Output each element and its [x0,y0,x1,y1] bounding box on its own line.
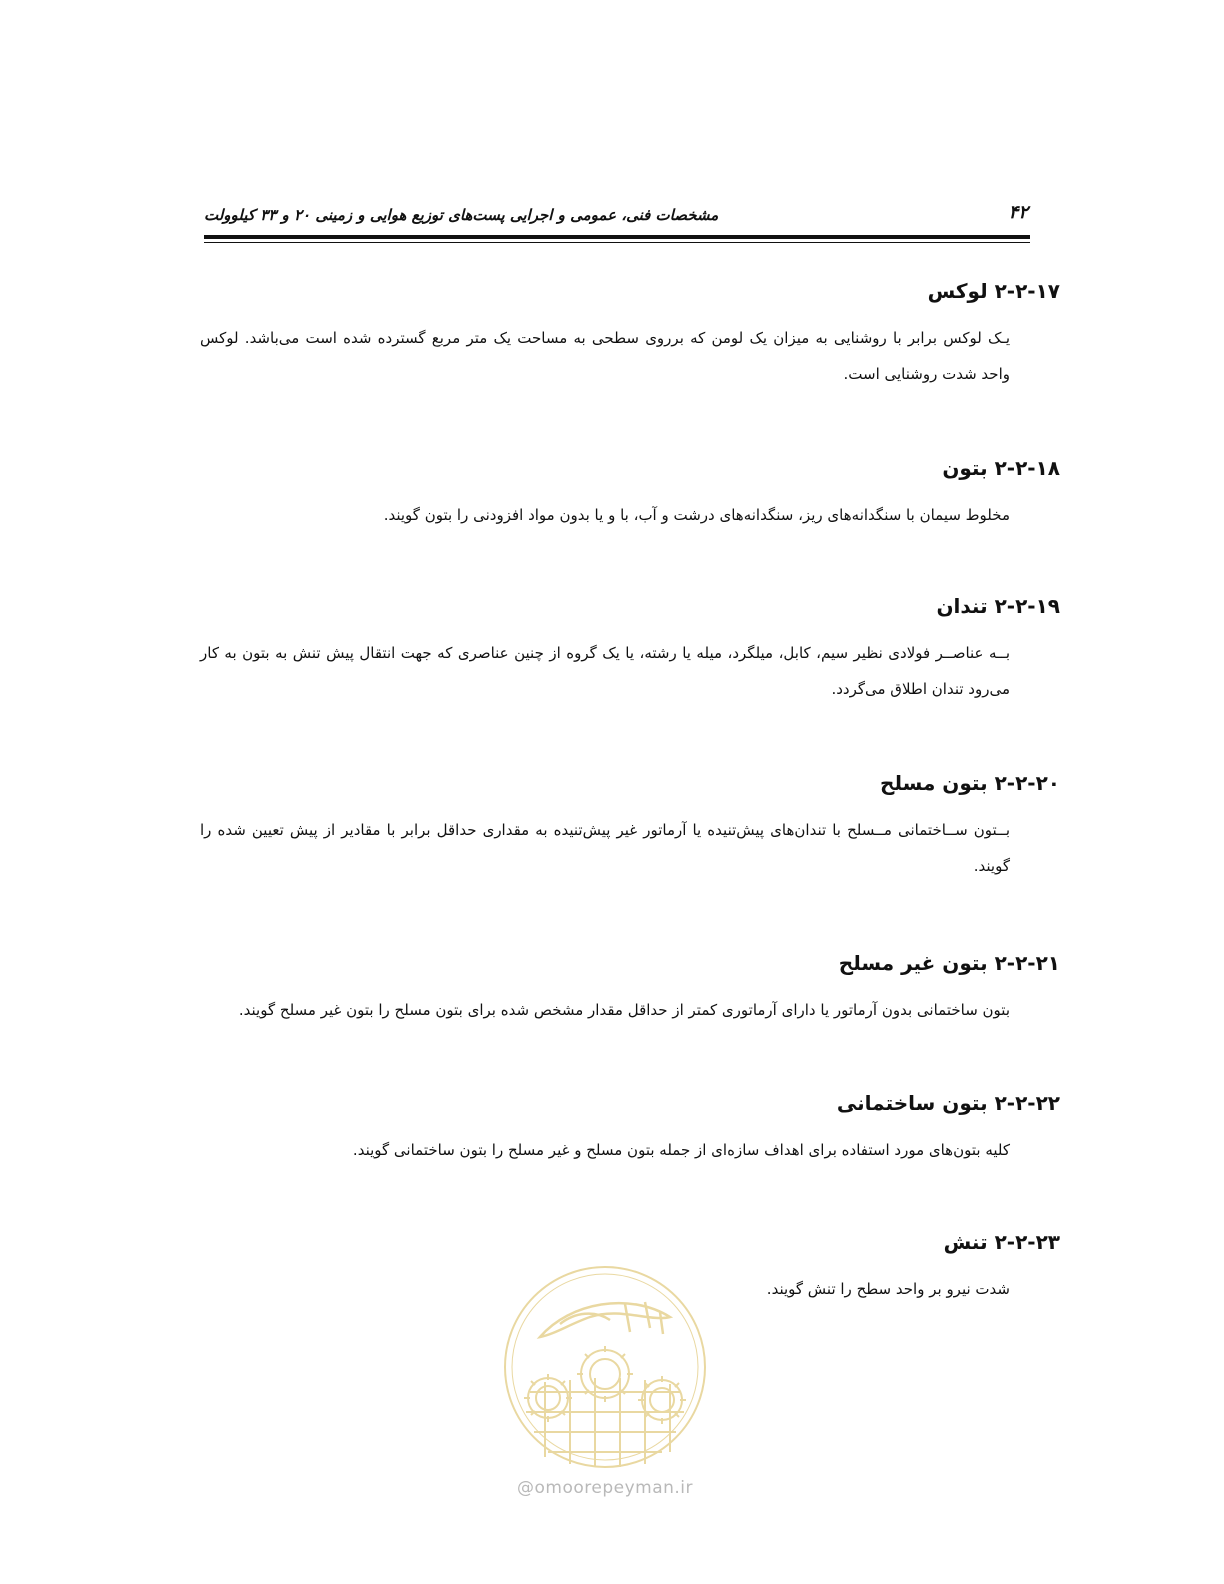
header-rule-thick [204,235,1030,239]
watermark [500,1262,710,1512]
section-structural-concrete [200,1088,1060,1168]
section-heading: ۲-۲-۱۷ لوکس [927,279,1060,303]
section-reinforced-concrete [200,768,1060,884]
section-body: بتون ساختمانی بدون آرماتور یا دارای آرماتوری کمتر از حداقل مقدار مشخص شده برای بتون مسلح را بتون غیر مسلح گویند. [238,1001,1010,1019]
header-title: مشخصات فنی، عمومی و اجرایی پست‌های توزیع هوایی و زمینی ۲۰ و ۳۳ کیلوولت [204,206,719,224]
section-heading: ۲-۲-۲۰ بتون مسلح [880,771,1060,795]
section-body: مخلوط سیمان با سنگدانه‌های ریز، سنگدانه‌های درشت و آب، با و یا بدون مواد افزودنی را بتون گویند. [383,506,1010,524]
section-body: شدت نیرو بر واحد سطح را تنش گویند. [766,1280,1010,1298]
header-rule-thin [204,242,1030,243]
section-lux [200,276,1060,392]
section-heading: ۲-۲-۱۸ بتون [942,456,1060,480]
section-heading: ۲-۲-۱۹ تندان [936,594,1060,618]
section-body: بــه عناصــر فولادی نظیر سیم، کابل، میلگرد، میله یا رشته، یا یک گروه از چنین عناصری که جهت انتقال پیش تنش به بتون به کار می‌رود تندان اطلاق می‌گردد. [200,644,1010,698]
watermark-url: @omoorepeyman.ir [516,1478,694,1498]
section-heading: ۲-۲-۲۲ بتون ساختمانی [836,1091,1060,1115]
watermark-logo-icon [500,1262,710,1477]
section-plain-concrete [200,948,1060,1028]
section-body: کلیه بتون‌های مورد استفاده برای اهداف سازه‌ای از جمله بتون مسلح و غیر مسلح را بتون ساختمانی گویند. [352,1141,1010,1159]
section-tendon [200,591,1060,707]
section-concrete [200,453,1060,533]
section-body: بــتون ســاختمانی مــسلح با تندان‌های پیش‌تنیده یا آرماتور غیر پیش‌تنیده به مقداری حداقل برابر با مقادیر از پیش تعیین شده را گویند. [200,821,1010,875]
section-heading: ۲-۲-۲۱ بتون غیر مسلح [838,951,1060,975]
section-heading: ۲-۲-۲۳ تنش [943,1230,1060,1254]
page-number: ۴۲ [1008,202,1028,223]
section-body: یـک لوکس برابر با روشنایی به میزان یک لومن که برروی سطحی به مساحت یک متر مربع گسترده شده است می‌باشد. لوکس واحد شدت روشنایی است. [200,329,1010,383]
page-header [204,200,1030,244]
